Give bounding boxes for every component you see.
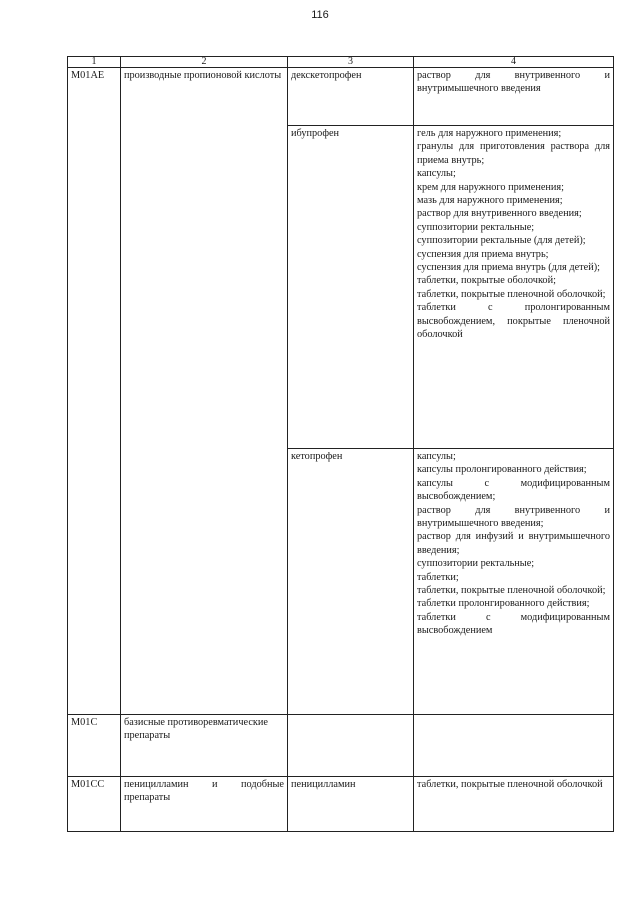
dosage-form: суппозитории ректальные; [417,558,535,570]
dosage-form: капсулы пролонгированного действия; [417,464,587,476]
column-number: 1 [68,57,121,68]
dosage-forms [414,715,614,777]
dosage-form: суппозитории ректальные; [417,221,535,233]
column-number: 2 [121,57,288,68]
column-number: 3 [288,57,414,68]
drug-name: кетопрофен [288,449,414,715]
dosage-form: таблетки, покрытые пленочной оболочкой; [417,585,606,597]
dosage-form: раствор для внутривенного введения; [417,208,582,220]
dosage-form: таблетки; [417,571,459,583]
group-name: пеницилламин и подобные препараты [121,777,288,832]
dosage-form: капсулы; [417,451,456,462]
group-name: базисные противоревматические препараты [121,715,288,777]
drug-name: декскетопрофен [288,68,414,126]
dosage-form: таблетки, покрытые пленочной оболочкой; [417,288,606,300]
dosage-form: таблетки пролонгированного действия; [417,598,590,610]
drug-name [288,715,414,777]
dosage-form: суспензия для приема внутрь; [417,248,549,260]
group-name: производные пропионовой кислоты [121,68,288,715]
dosage-forms [414,68,614,126]
dosage-form: крем для наружного применения; [417,181,565,193]
dosage-form: таблетки, покрытые пленочной оболочкой [417,779,603,790]
dosage-form: гель для наружного применения; [417,128,562,139]
dosage-form: раствор для внутривенного и внутримышечного введения [417,70,610,95]
dosage-form: суппозитории ректальные (для детей); [417,235,586,247]
page-number: 116 [311,9,329,21]
dosage-form: таблетки, покрытые оболочкой; [417,275,556,287]
dosage-forms [414,449,614,715]
dosage-form: таблетки с модифицированным высвобождением [417,611,610,637]
dosage-form: раствор для внутривенного и внутримышечного введения; [417,504,610,530]
dosage-form: мазь для наружного применения; [417,195,563,207]
dosage-form: гранулы для приготовления раствора для приема внутрь; [417,141,610,166]
table-row [68,715,614,777]
dosage-form: капсулы; [417,168,456,180]
atc-code: M01AE [68,68,121,715]
drug-name: ибупрофен [288,126,414,449]
atc-code: M01C [68,715,121,777]
dosage-form: капсулы с модифицированным высвобождением; [417,477,610,503]
drug-table [67,56,614,832]
dosage-form: суспензия для приема внутрь (для детей); [417,262,601,274]
drug-name: пеницилламин [288,777,414,832]
table-row [68,68,614,126]
column-number: 4 [414,57,614,68]
dosage-forms [414,126,614,449]
column-number-row [68,57,614,68]
dosage-form: раствор для инфузий и внутримышечного введения; [417,531,610,556]
dosage-forms [414,777,614,832]
table-row [68,777,614,832]
atc-code: M01CC [68,777,121,832]
dosage-form: таблетки с пролонгированным высвобождением, покрытые пленочной оболочкой [417,302,610,341]
